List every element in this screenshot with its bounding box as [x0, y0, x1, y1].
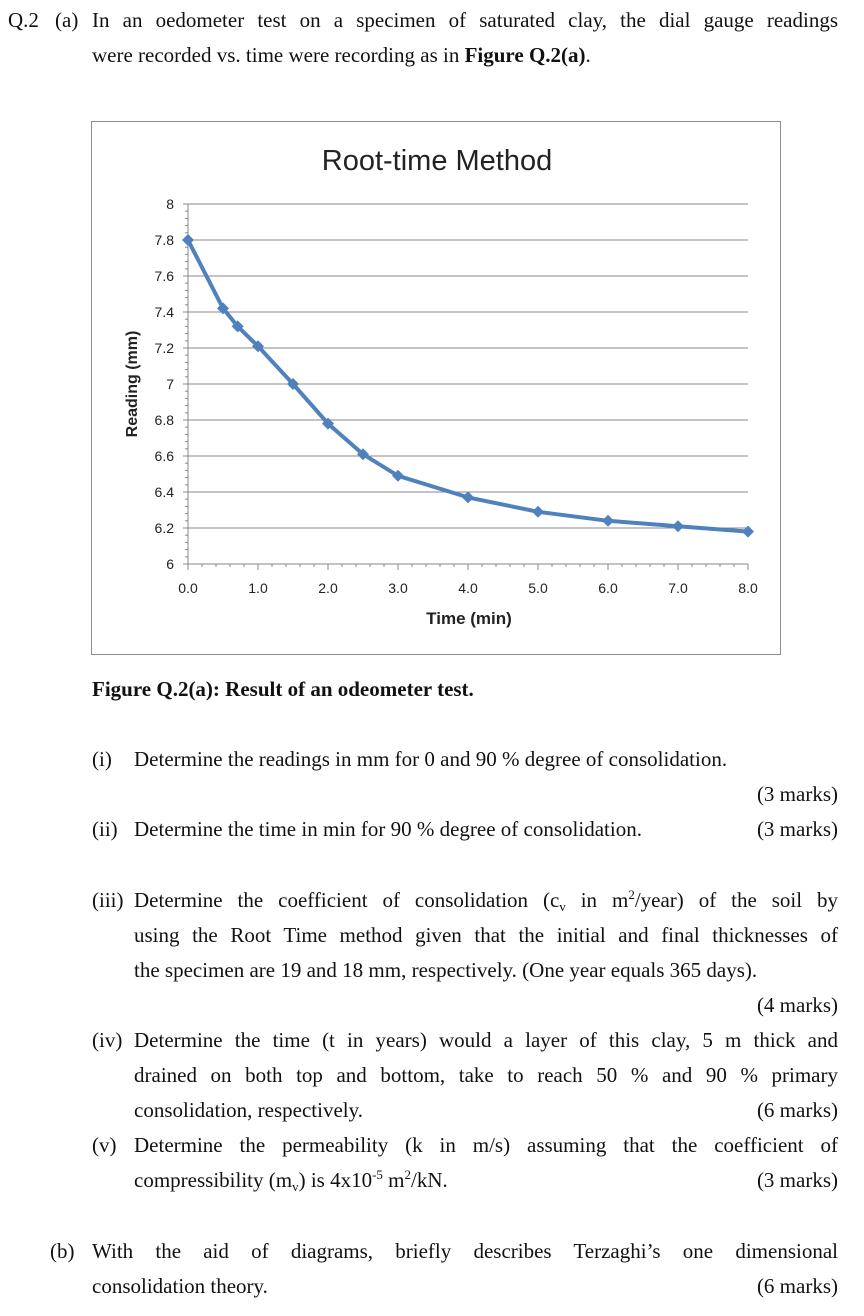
subq-iv-line1: Determine the time (t in years) would a layer of this clay, 5 m thick and	[134, 1028, 838, 1052]
y-axis-label: Reading (mm)	[124, 330, 141, 438]
v-text-a: compressibility (m	[134, 1168, 293, 1192]
y-tick-label: 6.4	[154, 484, 174, 500]
subq-v-line1: Determine the permeability (k in m/s) assuming that the coefficient of	[134, 1133, 838, 1157]
iii-sup-2: 2	[628, 887, 635, 902]
subq-v-line2	[134, 1166, 448, 1194]
data-point-marker	[672, 520, 684, 532]
x-tick-label: 8.0	[738, 580, 758, 596]
part-b-line1: With the aid of diagrams, briefly describes Terzaghi’s one dimensional	[92, 1239, 838, 1263]
data-point-marker	[462, 491, 474, 503]
y-tick-label: 6.2	[154, 520, 174, 536]
figure-caption	[92, 675, 474, 703]
subq-v-label: (v)	[92, 1133, 117, 1157]
intro-text: were recorded vs. time were recording as in	[92, 43, 465, 67]
x-tick-label: 0.0	[178, 580, 198, 596]
subq-i-marks: (3 marks)	[756, 782, 838, 806]
v-sub-v: v	[292, 1179, 299, 1194]
y-tick-label: 7.2	[154, 340, 174, 356]
v-sup-2: 2	[404, 1167, 412, 1182]
y-tick-label: 8	[166, 196, 174, 212]
v-text-c: m	[382, 1168, 405, 1192]
y-tick-label: 6.6	[154, 448, 174, 464]
part-a-label: (a)	[55, 8, 79, 32]
iii-sub-v: v	[559, 899, 566, 914]
x-tick-label: 6.0	[598, 580, 618, 596]
x-tick-label: 1.0	[248, 580, 268, 596]
root-time-chart	[92, 122, 782, 656]
chart-frame	[91, 121, 781, 655]
y-tick-label: 7	[166, 376, 174, 392]
part-b-label: (b)	[50, 1239, 75, 1263]
iii-text-c: /year) of the soil by	[634, 888, 839, 912]
subq-iii-line2: using the Root Time method given that the initial and final thicknesses of	[134, 923, 838, 947]
part-b-line2: consolidation theory.	[92, 1274, 268, 1298]
y-tick-label: 7.6	[154, 268, 174, 284]
v-text-d: /kN.	[411, 1168, 448, 1192]
subq-ii-label: (ii)	[92, 817, 118, 841]
subq-iii-line1	[134, 886, 838, 914]
data-point-marker	[532, 506, 544, 518]
intro-period: .	[585, 43, 591, 67]
iii-text-a: Determine the coefficient of consolidation (c	[134, 888, 560, 912]
y-tick-label: 7.8	[154, 232, 174, 248]
subq-iv-label: (iv)	[92, 1028, 123, 1052]
x-tick-label: 7.0	[668, 580, 688, 596]
subq-iii-marks: (4 marks)	[756, 993, 838, 1017]
part-b-marks: (6 marks)	[756, 1274, 838, 1298]
subq-v-marks: (3 marks)	[756, 1168, 838, 1192]
subq-iii-label: (iii)	[92, 888, 124, 912]
subq-ii-marks: (3 marks)	[756, 817, 838, 841]
subq-iv-marks: (6 marks)	[756, 1098, 838, 1122]
v-sup-exp: -5	[372, 1167, 383, 1182]
figure-caption-text: Figure Q.2(a): Result of an odeometer test.	[92, 677, 474, 701]
chart-title: Root-time Method	[321, 145, 553, 177]
x-tick-label: 5.0	[528, 580, 548, 596]
subq-iv-line3: consolidation, respectively.	[134, 1098, 363, 1122]
question-number: Q.2	[8, 8, 39, 32]
v-text-b: ) is 4x10	[298, 1168, 373, 1192]
subq-i-label: (i)	[92, 747, 112, 771]
data-point-marker	[742, 526, 754, 538]
x-tick-label: 4.0	[458, 580, 478, 596]
data-point-marker	[602, 515, 614, 527]
x-axis-label: Time (min)	[426, 609, 512, 628]
x-tick-label: 3.0	[388, 580, 408, 596]
x-tick-label: 2.0	[318, 580, 338, 596]
part-a-intro-line1: In an oedometer test on a specimen of saturated clay, the dial gauge readings	[92, 8, 838, 32]
y-tick-label: 7.4	[154, 304, 174, 320]
series-line	[188, 240, 748, 532]
subq-ii-text: Determine the time in min for 90 % degree of consolidation.	[134, 817, 642, 841]
figure-reference: Figure Q.2(a)	[464, 43, 586, 67]
subq-iv-line2: drained on both top and bottom, take to reach 50 % and 90 % primary	[134, 1063, 838, 1087]
subq-iii-line3: the specimen are 19 and 18 mm, respectively. (One year equals 365 days).	[134, 958, 758, 982]
iii-text-b: in m	[565, 888, 629, 912]
y-tick-label: 6.8	[154, 412, 174, 428]
part-a-intro-line2	[92, 41, 591, 69]
subq-i-text: Determine the readings in mm for 0 and 90 % degree of consolidation.	[134, 747, 728, 771]
y-tick-label: 6	[166, 556, 174, 572]
